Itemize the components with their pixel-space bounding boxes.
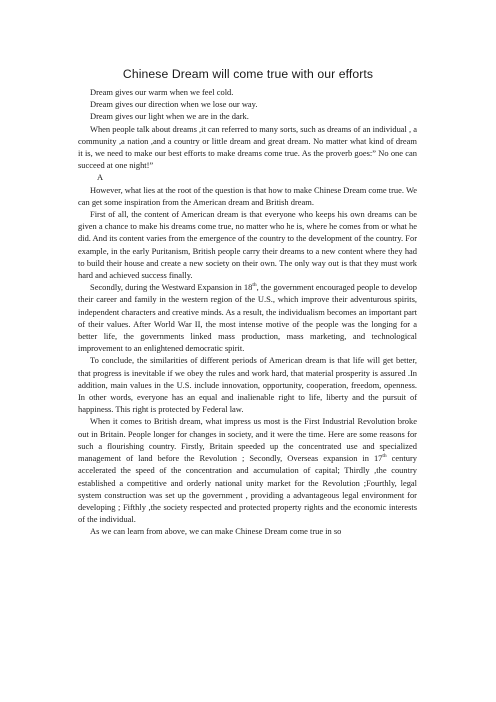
paragraph-british-rest: century accelerated the speed of the concentration and accumulation of capital; Thirdly ,the country established a competitive and orderly national unity market for the Revolution ;Fourthly, legal system construction was set up the government , providing a advantageous legal environment for developing ; Fifthly ,the society respected and protected property rights and the economic interests of the individual. [78, 453, 417, 525]
paragraph-first: First of all, the content of American dream is that everyone who keeps his own dreams can be given a chance to make his dreams come true, no matter who he is, where he comes from or what he did. And its content varies from the emergence of the country to the development of the country. For example, in the early Puritanism, British people carry their dreams to a new content where they had to build their house and create a new society on their own. The only way out is that they must work hard and achieved success finally. [78, 209, 417, 281]
poem-line-2: Dream gives our direction when we lose our way. [90, 99, 258, 110]
paragraph-second-rest: , the government encouraged people to develop their career and family in the western region of the U.S., which improve their adventurous spirits, independent characters and creative minds. As a result, the individualism becomes an important part of their values. After World War II, the most intense motive of the people was the longing for a better life, the governments linked mass production, mass marketing, and technological improvement to an enlightened democratic spirit. [78, 282, 417, 354]
paragraph-second-start: Secondly, during the Westward Expansion in 18 [90, 282, 253, 293]
ordinal-suffix: th [252, 282, 257, 289]
paragraph-intro: When people talk about dreams ,it can referred to many sorts, such as dreams of an individual , a community ,a nation ,and a country or little dream and great dream. No matter what kind of dream it is, we need to make our best efforts to make dreams come true. As the proverb goes:” No one can succeed at one night!” [78, 123, 417, 171]
paragraph-last: As we can learn from above, we can make Chinese Dream come true in so [90, 526, 342, 537]
document-title: Chinese Dream will come true with our efforts [122, 67, 374, 81]
paragraph-british-start: When it comes to British dream, what impress us most is the First Industrial Revolution broke out in Britain. People longer for changes in society, and it were the time. Here are some reasons for such a flourishing country. Firstly, Britain speeded up the concentrated use and specialized management of land before the Revolution ; Secondly, Overseas expansion in 17 [78, 416, 417, 464]
paragraph-however: However, what lies at the root of the question is that how to make Chinese Dream come true. We can get some inspiration from the American dream and British dream. [78, 184, 417, 207]
paragraph-british [78, 415, 417, 525]
paragraph-second [78, 281, 417, 354]
document-body [78, 86, 417, 538]
paragraph-conclude: To conclude, the similarities of different periods of American dream is that life will get better, that progress is inevitable if we obey the rules and work hard, that material prosperity is assured .In addition, main values in the U.S. include innovation, opportunity, cooperation, freedom, openness. In other words, everyone has an equal and inalienable right to life, liberty and the pursuit of happiness. This right is protected by Federal law. [78, 355, 417, 415]
poem-line-1: Dream gives our warm when we feel cold. [90, 87, 234, 97]
section-marker: A [97, 172, 104, 183]
poem-line-3: Dream gives our light when we are in the dark. [90, 111, 249, 122]
ordinal-suffix: th [382, 453, 387, 460]
